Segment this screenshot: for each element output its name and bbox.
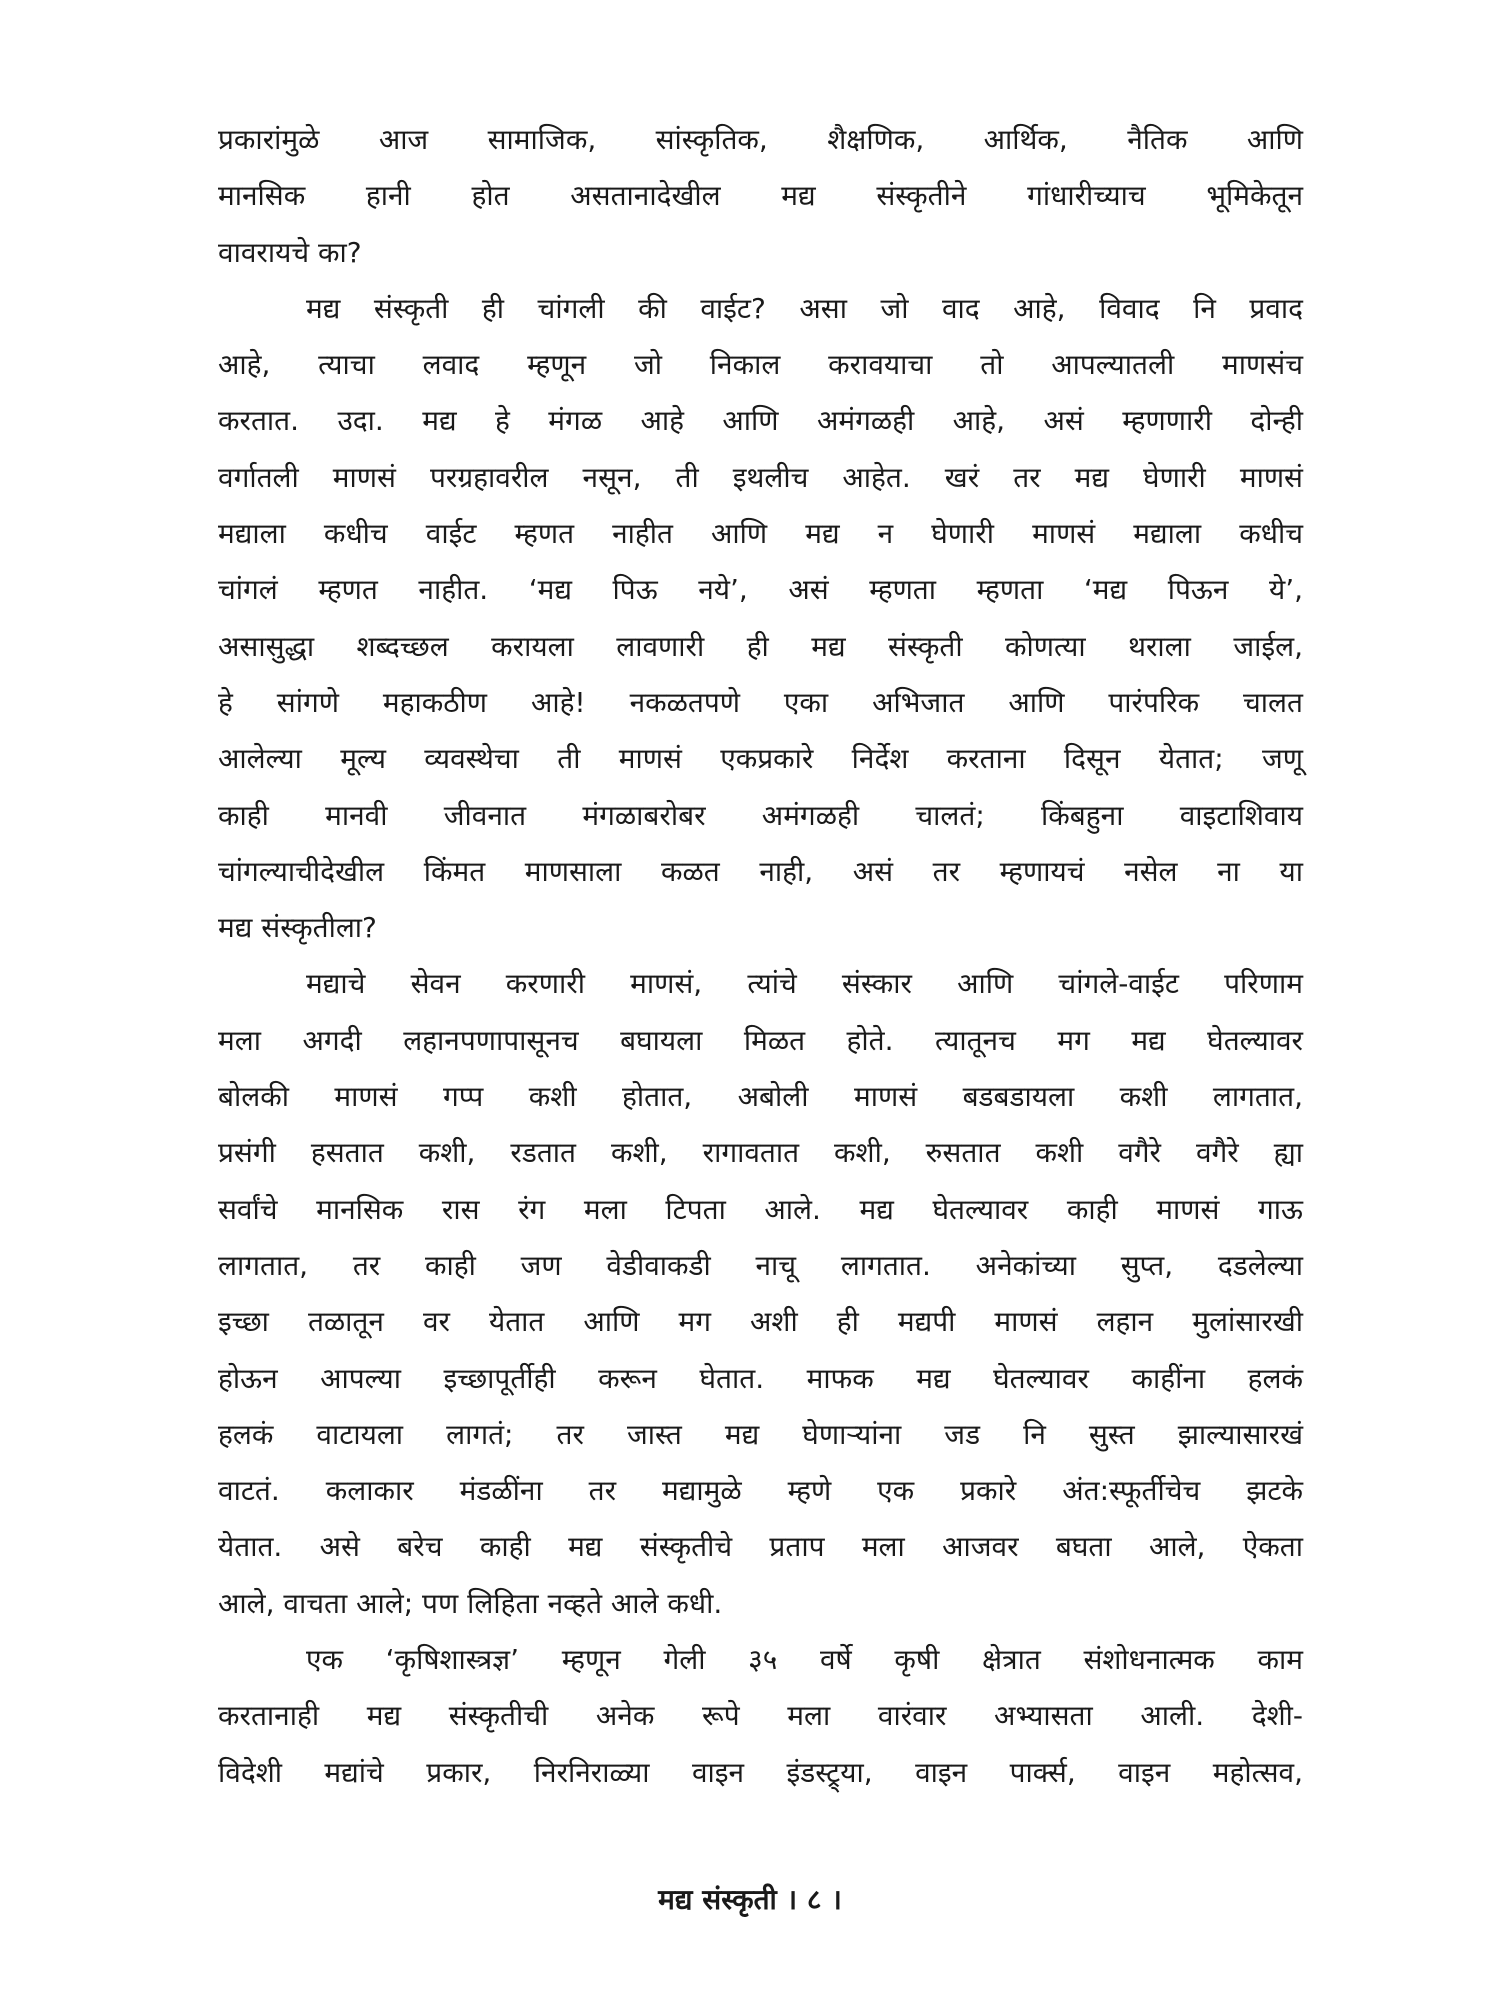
text-line: एक ‘कृषिशास्त्रज्ञ’ म्हणून गेली ३५ वर्षे कृषी क्षेत्रात संशोधनात्मक काम [306,1643,1303,1677]
text-line: आले, वाचता आले; पण लिहिता नव्हते आले कधी. [218,1586,723,1620]
text-line: वावरायचे का? [218,235,362,269]
text-line: मला अगदी लहानपणापासूनच बघायला मिळत होते. त्यातूनच मग मद्य घेतल्यावर [218,1023,1303,1057]
text-line: मद्याचे सेवन करणारी माणसं, त्यांचे संस्कार आणि चांगले-वाईट परिणाम [306,967,1303,1001]
text-line: लागतात, तर काही जण वेडीवाकडी नाचू लागतात. अनेकांच्या सुप्त, दडलेल्या [218,1248,1303,1282]
text-line: मद्य संस्कृती ही चांगली की वाईट? असा जो वाद आहे, विवाद नि प्रवाद [306,291,1303,325]
text-line: प्रकारांमुळे आज सामाजिक, सांस्कृतिक, शैक्षणिक, आर्थिक, नैतिक आणि [218,123,1303,156]
text-line: चांगलं म्हणत नाहीत. ‘मद्य पिऊ नये’, असं म्हणता म्हणता ‘मद्य पिऊन ये’, [218,573,1303,607]
text-line: बोलकी माणसं गप्प कशी होतात, अबोली माणसं बडबडायला कशी लागतात, [218,1080,1303,1114]
text-line: आहे, त्याचा लवाद म्हणून जो निकाल करावयाचा तो आपल्यातली माणसंच [218,348,1303,382]
text-line: विदेशी मद्यांचे प्रकार, निरनिराळ्या वाइन इंडस्ट्र्या, वाइन पार्क्स, वाइन महोत्सव, [218,1755,1303,1789]
text-line: इच्छा तळातून वर येतात आणि मग अशी ही मद्यपी माणसं लहान मुलांसारखी [218,1305,1303,1339]
text-line: असासुद्धा शब्दच्छल करायला लावणारी ही मद्य संस्कृती कोणत्या थराला जाईल, [218,629,1303,663]
text-line: मद्याला कधीच वाईट म्हणत नाहीत आणि मद्य न घेणारी माणसं मद्याला कधीच [218,517,1303,551]
text-line: मानसिक हानी होत असतानादेखील मद्य संस्कृतीने गांधारीच्याच भूमिकेतून [218,179,1303,213]
text-line: आलेल्या मूल्य व्यवस्थेचा ती माणसं एकप्रकारे निर्देश करताना दिसून येतात; जणू [218,742,1303,776]
text-line: करतानाही मद्य संस्कृतीची अनेक रूपे मला वारंवार अभ्यासता आली. देशी- [218,1699,1303,1733]
text-line: हे सांगणे महाकठीण आहे! नकळतपणे एका अभिजात आणि पारंपरिक चालत [218,685,1303,719]
text-line: सर्वांचे मानसिक रास रंग मला टिपता आले. मद्य घेतल्यावर काही माणसं गाऊ [218,1192,1303,1226]
text-line: वाटतं. कलाकार मंडळींना तर मद्यामुळे म्हणे एक प्रकारे अंत:स्फूर्तीचेच झटके [218,1474,1303,1508]
text-line: काही मानवी जीवनात मंगळाबरोबर अमंगळही चालतं; किंबहुना वाइटाशिवाय [218,798,1303,832]
text-line: वर्गातली माणसं परग्रहावरील नसून, ती इथलीच आहेत. खरं तर मद्य घेणारी माणसं [218,460,1303,494]
text-line: चांगल्याचीदेखील किंमत माणसाला कळत नाही, असं तर म्हणायचं नसेल ना या [218,854,1303,888]
text-line: प्रसंगी हसतात कशी, रडतात कशी, रागावतात कशी, रुसतात कशी वगैरे वगैरे ह्या [218,1136,1303,1170]
text-line: हलकं वाटायला लागतं; तर जास्त मद्य घेणाऱ्यांना जड नि सुस्त झाल्यासारखं [218,1417,1303,1451]
page-body-text [218,112,1303,1801]
text-line: येतात. असे बरेच काही मद्य संस्कृतीचे प्रताप मला आजवर बघता आले, ऐकता [218,1530,1303,1564]
page-footer: मद्य संस्कृती । ८ । [658,1883,842,1916]
text-line: मद्य संस्कृतीला? [218,911,377,945]
text-line: होऊन आपल्या इच्छापूर्तीही करून घेतात. माफक मद्य घेतल्यावर काहींना हलकं [218,1361,1303,1395]
text-line: करतात. उदा. मद्य हे मंगळ आहे आणि अमंगळही आहे, असं म्हणणारी दोन्ही [218,404,1303,438]
